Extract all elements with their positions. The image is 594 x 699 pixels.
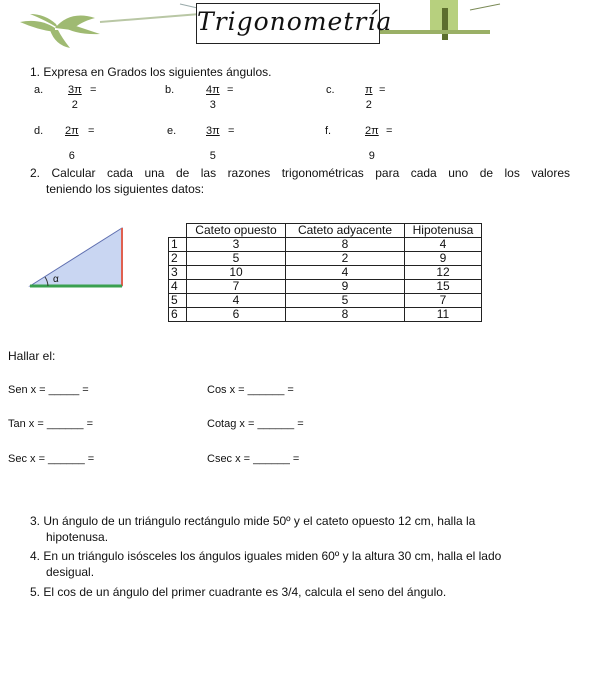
table-cell: 5 bbox=[169, 294, 187, 308]
table-row bbox=[169, 238, 482, 252]
table-row bbox=[169, 266, 482, 280]
table-cell: 15 bbox=[405, 280, 482, 294]
table-cell: 2 bbox=[169, 252, 187, 266]
data-table bbox=[168, 223, 482, 322]
table-cell: 10 bbox=[187, 266, 286, 280]
tree-illustration-right bbox=[380, 0, 500, 40]
table-header: Cateto opuesto bbox=[187, 224, 286, 238]
table-header: Cateto adyacente bbox=[286, 224, 405, 238]
item-a-label: a. bbox=[34, 84, 44, 96]
right-triangle-illustration bbox=[18, 224, 130, 294]
table-cell: 5 bbox=[187, 252, 286, 266]
page-title: Trigonometría bbox=[197, 7, 393, 36]
table-cell: 4 bbox=[169, 280, 187, 294]
table-cell: 12 bbox=[405, 266, 482, 280]
table-row bbox=[169, 252, 482, 266]
item-b-label: b. bbox=[165, 84, 175, 96]
formula-csec: Csec x = ______ = bbox=[207, 453, 300, 465]
table-cell: 1 bbox=[169, 238, 187, 252]
angle-alpha-label: α bbox=[53, 274, 59, 285]
table-row bbox=[169, 280, 482, 294]
fraction-a: $\frac{3\pi}{2}$ bbox=[68, 84, 82, 111]
table-cell: 11 bbox=[405, 308, 482, 322]
table-cell: 9 bbox=[286, 280, 405, 294]
item-e-label: e. bbox=[167, 125, 177, 137]
item-c-label: c. bbox=[326, 84, 335, 96]
table-cell: 7 bbox=[405, 294, 482, 308]
equals-sign: = bbox=[386, 125, 393, 137]
table-cell: 6 bbox=[169, 308, 187, 322]
table-cell: 4 bbox=[405, 238, 482, 252]
title-box bbox=[196, 3, 393, 44]
plant-illustration-left bbox=[20, 14, 100, 48]
formula-cos: Cos x = ______ = bbox=[207, 384, 294, 396]
fraction-c: $\frac{\pi}{2}$ bbox=[365, 84, 373, 111]
equals-sign: = bbox=[227, 84, 234, 96]
exercise-1-heading: 1. Expresa en Grados los siguientes ángulos. bbox=[30, 65, 272, 79]
equals-sign: = bbox=[90, 84, 97, 96]
table-cell: 5 bbox=[286, 294, 405, 308]
table-header: Hipotenusa bbox=[405, 224, 482, 238]
table-row bbox=[169, 308, 482, 322]
equals-sign: = bbox=[379, 84, 386, 96]
table-cell: 3 bbox=[187, 238, 286, 252]
formula-cotag: Cotag x = ______ = bbox=[207, 418, 304, 430]
exercise-3-line2: hipotenusa. bbox=[46, 530, 109, 544]
exercise-4-line1: 4. En un triángulo isósceles los ángulos iguales miden 60º y la altura 30 cm, halla el lado bbox=[30, 549, 502, 563]
fraction-f: $\frac{2\pi}{9}$ bbox=[365, 125, 379, 162]
fraction-e: $\frac{3\pi}{5}$ bbox=[206, 125, 220, 162]
formula-sec: Sec x = ______ = bbox=[8, 453, 95, 465]
fraction-d: $\frac{2\pi}{6}$ bbox=[65, 125, 79, 162]
exercise-5-line1: 5. El cos de un ángulo del primer cuadrante es 3/4, calcula el seno del ángulo. bbox=[30, 585, 447, 599]
fraction-b: $\frac{4\pi}{3}$ bbox=[206, 84, 220, 111]
item-f-label: f. bbox=[325, 125, 332, 137]
equals-sign: = bbox=[228, 125, 235, 137]
table-header-row bbox=[169, 224, 482, 238]
exercise-2-text-line2: teniendo los siguientes datos: bbox=[46, 182, 205, 196]
item-d-label: d. bbox=[34, 125, 44, 137]
table-cell: 2 bbox=[286, 252, 405, 266]
table-cell: 4 bbox=[187, 294, 286, 308]
exercise-3-line1: 3. Un ángulo de un triángulo rectángulo mide 50º y el cateto opuesto 12 cm, halla la bbox=[30, 514, 476, 528]
table-cell: 8 bbox=[286, 238, 405, 252]
exercise-2-text-line1: 2. Calcular cada una de las razones trigonométricas para cada uno de los valores bbox=[30, 166, 570, 180]
table-cell: 7 bbox=[187, 280, 286, 294]
hallar-heading: Hallar el: bbox=[8, 349, 56, 363]
table-cell: 6 bbox=[187, 308, 286, 322]
table-row bbox=[169, 294, 482, 308]
table-cell: 3 bbox=[169, 266, 187, 280]
formula-sen: Sen x = _____ = bbox=[8, 384, 89, 396]
formula-tan: Tan x = ______ = bbox=[8, 418, 94, 430]
table-cell: 4 bbox=[286, 266, 405, 280]
table-cell: 9 bbox=[405, 252, 482, 266]
equals-sign: = bbox=[88, 125, 95, 137]
table-cell: 8 bbox=[286, 308, 405, 322]
exercise-4-line2: desigual. bbox=[46, 565, 95, 579]
